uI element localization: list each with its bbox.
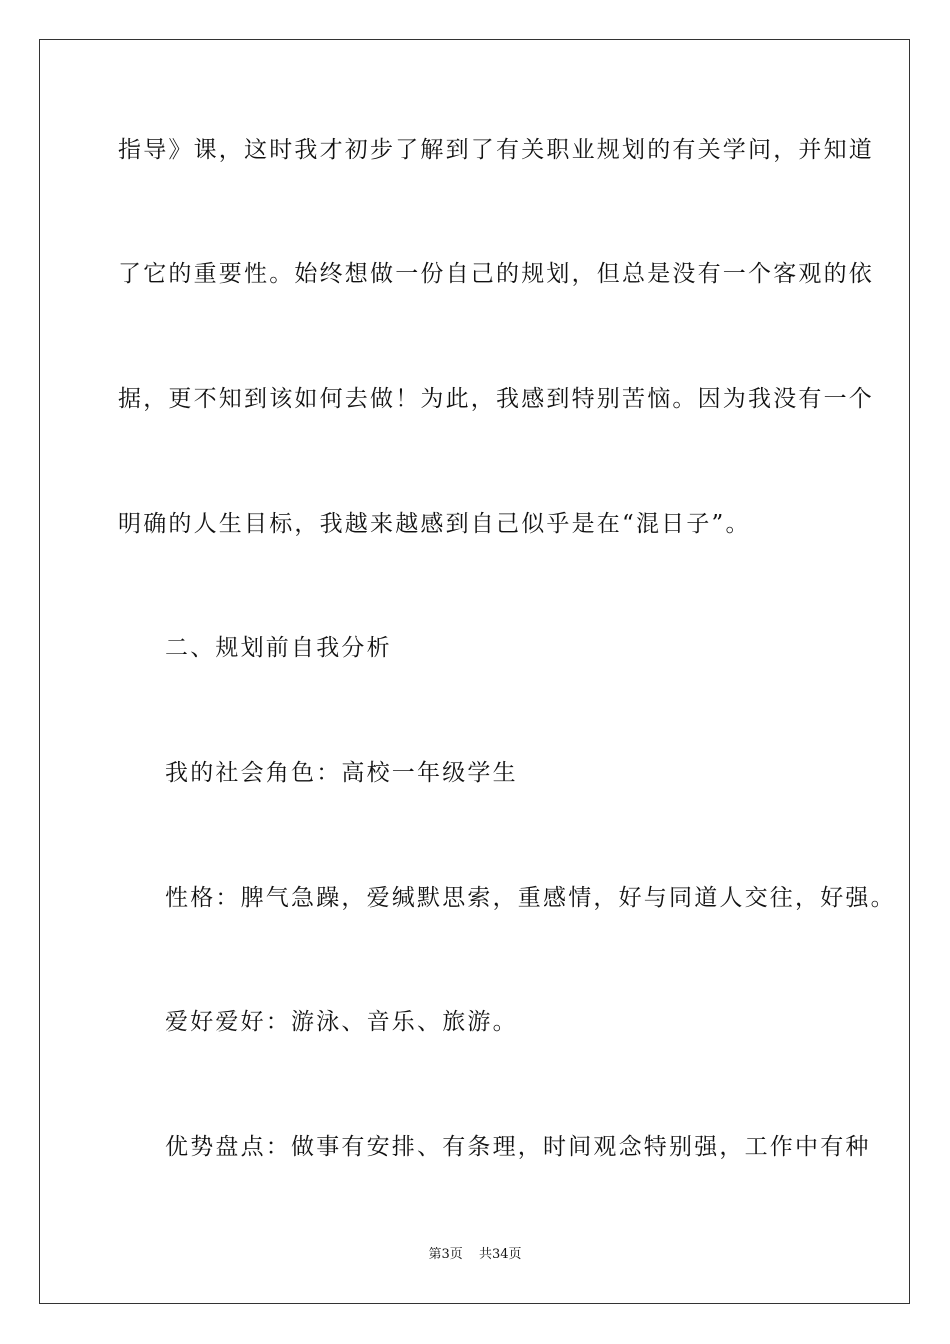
strengths-line: 优势盘点：做事有安排、有条理，时间观念特别强，工作中有种 xyxy=(165,1134,871,1160)
paragraph-line-1: 指导》课，这时我才初步了解到了有关职业规划的有关学问，并知道 xyxy=(118,137,874,163)
section-heading: 二、规划前自我分析 xyxy=(165,635,392,661)
personality-line: 性格：脾气急躁，爱缄默思索，重感情，好与同道人交往，好强。 xyxy=(165,885,896,911)
paragraph-line-2: 了它的重要性。始终想做一份自己的规划，但总是没有一个客观的依 xyxy=(118,261,874,287)
page-border xyxy=(39,39,910,1304)
page-number: 第3页 xyxy=(428,1247,463,1262)
page-footer xyxy=(0,1246,950,1264)
social-role-line: 我的社会角色：高校一年级学生 xyxy=(165,760,518,786)
hobbies-line: 爱好爱好：游泳、音乐、旅游。 xyxy=(165,1009,518,1035)
paragraph-line-3: 据，更不知到该如何去做！为此，我感到特别苦恼。因为我没有一个 xyxy=(118,386,874,412)
paragraph-line-4: 明确的人生目标，我越来越感到自己似乎是在“混日子”。 xyxy=(118,511,751,537)
page-total: 共34页 xyxy=(478,1247,522,1262)
